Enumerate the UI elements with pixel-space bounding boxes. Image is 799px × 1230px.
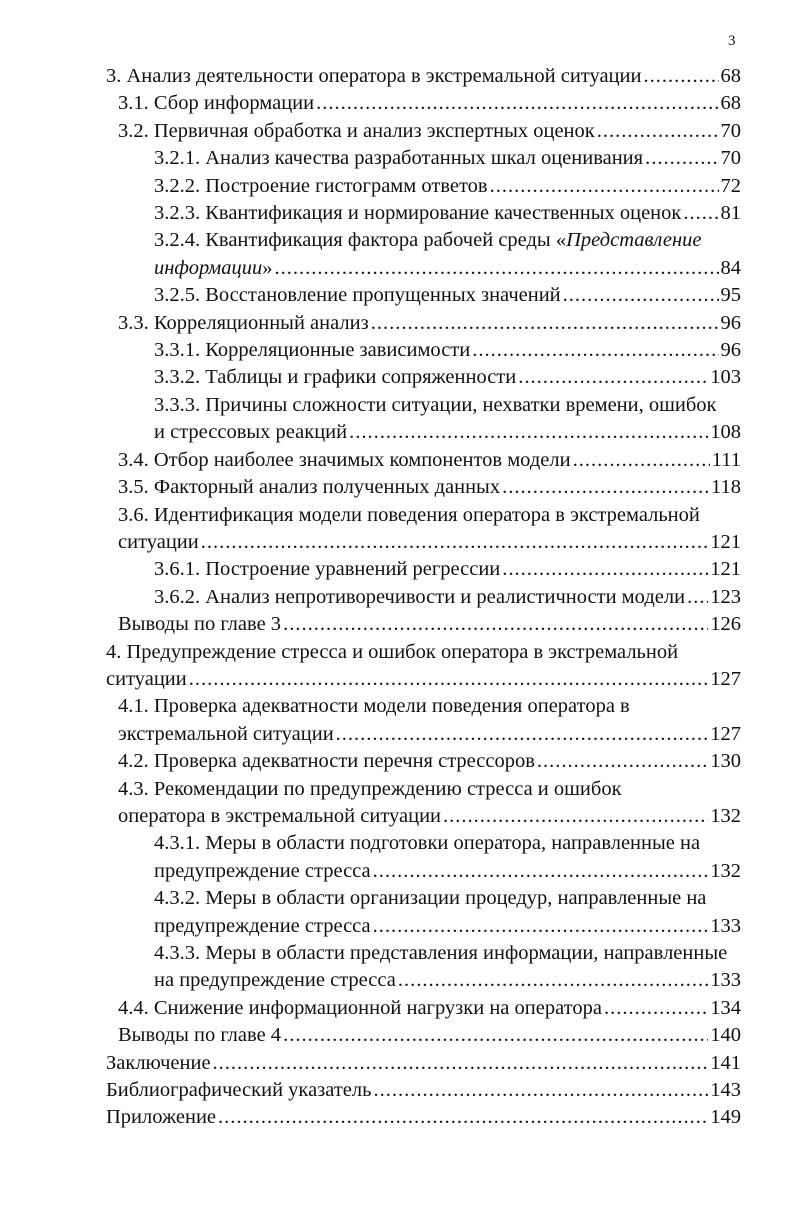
toc-entry-text: 3.1. Сбор информации <box>118 92 315 115</box>
toc-leader-dots <box>398 967 708 994</box>
toc-entry-title <box>154 419 347 446</box>
toc-page-number: 118 <box>711 476 741 499</box>
toc-leader-dots <box>283 611 708 638</box>
toc-entry-title <box>106 1077 371 1104</box>
toc-entry-text: предупреждение стресса <box>154 914 371 937</box>
toc-entry-text: 3. Анализ деятельности оператора в экстремальной ситуации <box>106 65 642 87</box>
toc-page-number: 141 <box>710 1051 741 1074</box>
toc-line <box>118 721 799 748</box>
toc-entry <box>0 1077 799 1104</box>
toc-entry-title <box>154 967 396 994</box>
toc-leader-dots <box>687 584 708 611</box>
toc-entry-title <box>118 611 281 638</box>
toc-entry-title <box>154 832 700 854</box>
toc-page-number: 96 <box>720 311 741 334</box>
toc-entry-text: ситуации <box>118 530 199 553</box>
toc-line <box>118 693 799 720</box>
toc-page-number: 68 <box>720 92 741 115</box>
toc-line <box>118 90 799 117</box>
toc-entry-title <box>154 173 488 200</box>
toc-entry-text: 3.2.2. Построение гистограмм ответов <box>154 174 488 197</box>
toc-entry <box>0 529 799 556</box>
page-number: 3 <box>728 33 736 49</box>
toc-entry <box>0 830 799 857</box>
toc-line <box>154 556 799 583</box>
toc-line <box>118 748 799 775</box>
toc-leader-dots <box>201 529 709 556</box>
toc-page-number: 132 <box>710 859 741 882</box>
toc-entry-title <box>154 229 701 251</box>
toc-entry-title <box>118 447 571 474</box>
toc-entry-text: 3.3.3. Причины сложности ситуации, нехватки времени, ошибок <box>154 393 717 416</box>
toc-entry <box>0 913 799 940</box>
toc-entry-italic-text: информации <box>154 256 263 279</box>
toc-line <box>106 1104 799 1131</box>
toc-leader-dots <box>283 1022 708 1049</box>
toc-entry <box>0 776 799 803</box>
toc-line <box>118 1022 799 1049</box>
toc-leader-dots <box>537 748 708 775</box>
toc-entry-title <box>154 556 500 583</box>
toc-entry <box>0 885 799 912</box>
toc-entry-text: и стрессовых реакций <box>154 421 348 444</box>
toc-entry-text: Выводы по главе 3 <box>118 613 282 636</box>
toc-line <box>118 611 799 638</box>
toc-entry <box>0 364 799 391</box>
toc-entry <box>0 255 799 282</box>
toc-entry-title <box>106 1104 216 1131</box>
toc-entry-text: 3.6.1. Построение уравнений регрессии <box>154 558 501 581</box>
toc-line <box>154 419 799 446</box>
toc-line <box>118 529 799 556</box>
toc-entry-text: 4.3. Рекомендации по предупреждению стресса и ошибок <box>118 777 622 800</box>
toc-entry <box>0 721 799 748</box>
toc-leader-dots <box>604 995 708 1022</box>
toc-entry <box>0 90 799 117</box>
toc-leader-dots <box>373 913 709 940</box>
toc-entry-title <box>118 748 535 775</box>
toc-page-number: 140 <box>710 1024 741 1047</box>
toc-entry <box>0 419 799 446</box>
toc-entry-title <box>154 887 706 909</box>
toc-line <box>154 913 799 940</box>
toc-page-number: 126 <box>710 613 741 636</box>
toc-entry <box>0 337 799 364</box>
toc-entry-title <box>118 995 602 1022</box>
toc-page-number: 81 <box>720 202 741 225</box>
toc-entry-title <box>154 364 516 391</box>
toc-line <box>154 830 799 857</box>
toc-page-number: 149 <box>710 1106 741 1129</box>
toc-entry-text: 4.4. Снижение информационной нагрузки на оператора <box>118 996 602 1019</box>
toc-leader-dots <box>373 858 709 885</box>
toc-entry <box>0 967 799 994</box>
toc-entry <box>0 666 799 693</box>
toc-entry-text: 4.3.3. Меры в области представления информации, направленные <box>154 942 728 964</box>
toc-leader-dots <box>189 666 709 693</box>
toc-entry-title <box>118 504 700 526</box>
toc-entry-text: 3.2.5. Восстановление пропущенных значений <box>154 284 561 307</box>
toc-entry-text: Заключение <box>106 1051 211 1074</box>
toc-leader-dots <box>443 803 708 830</box>
toc-entry-title <box>118 474 500 501</box>
toc-line <box>154 200 799 227</box>
toc-page-number: 143 <box>710 1079 741 1102</box>
toc-entry-title <box>106 666 187 693</box>
toc-entry <box>0 282 799 309</box>
toc-entry-title <box>118 803 441 830</box>
toc-entry-title <box>118 310 369 337</box>
toc-entry-text: 3.2.3. Квантификация и нормирование качественных оценок <box>154 202 682 225</box>
toc-page-number: 70 <box>720 119 741 142</box>
toc-entry-title <box>154 145 643 172</box>
toc-entry <box>0 584 799 611</box>
toc-entry-title <box>118 721 334 748</box>
toc-line <box>154 967 799 994</box>
toc-entry-text: 4.3.2. Меры в области организации процедур, направленные на <box>154 887 707 910</box>
toc-leader-dots <box>472 337 718 364</box>
toc-entry-title <box>118 90 314 117</box>
toc-leader-dots <box>213 1050 709 1077</box>
toc-entry-title <box>118 1022 281 1049</box>
toc-page-number: 70 <box>720 147 741 170</box>
toc-entry-text: предупреждение стресса <box>154 859 371 882</box>
toc-leader-dots <box>683 200 718 227</box>
toc-line <box>118 310 799 337</box>
toc-entry-title <box>154 255 273 282</box>
toc-line <box>118 502 799 529</box>
toc-entry <box>0 858 799 885</box>
toc-entry-italic-text: Представление <box>566 229 702 252</box>
toc-page-number: 95 <box>720 284 741 307</box>
toc-entry-text: 3.3. Корреляционный анализ <box>118 311 369 334</box>
toc-line <box>118 776 799 803</box>
toc-page-number: 134 <box>710 996 741 1019</box>
toc-entry-title <box>106 63 641 90</box>
toc-entry-text: 3.2. Первичная обработка и анализ экспертных оценок <box>118 119 595 142</box>
toc-leader-dots <box>336 721 709 748</box>
toc-entry-text: 3.6. Идентификация модели поведения оператора в экстремальной <box>118 503 700 526</box>
toc-page-number: 133 <box>710 969 741 992</box>
toc-page-number: 96 <box>720 339 741 362</box>
toc-line <box>106 639 799 666</box>
toc-entry-tail: » <box>262 256 273 279</box>
toc-entry-title <box>154 394 717 416</box>
toc-page-number: 121 <box>710 530 741 553</box>
toc-entry-title <box>154 858 371 885</box>
toc-line <box>154 940 799 967</box>
toc-page-number: 108 <box>710 421 741 444</box>
toc-entry <box>0 118 799 145</box>
toc-line <box>154 282 799 309</box>
toc-leader-dots <box>316 90 718 117</box>
toc-entry <box>0 392 799 419</box>
toc-line <box>118 447 799 474</box>
toc-entry <box>0 1050 799 1077</box>
table-of-contents <box>0 63 799 1132</box>
toc-entry <box>0 1022 799 1049</box>
toc-entry <box>0 200 799 227</box>
toc-line <box>106 63 799 90</box>
toc-leader-dots <box>645 145 718 172</box>
toc-entry-title <box>154 913 371 940</box>
toc-entry-text: Библиографический указатель <box>106 1079 372 1102</box>
toc-leader-dots <box>502 556 708 583</box>
toc-entry-text: Приложение <box>106 1106 217 1129</box>
toc-entry-text: 3.4. Отбор наиболее значимых компонентов модели <box>118 448 571 471</box>
toc-leader-dots <box>371 310 719 337</box>
toc-entry <box>0 173 799 200</box>
toc-line <box>154 364 799 391</box>
toc-page-number: 103 <box>710 366 741 389</box>
toc-entry <box>0 556 799 583</box>
toc-entry-title <box>154 282 561 309</box>
toc-leader-dots <box>349 419 708 446</box>
toc-entry-title <box>154 200 681 227</box>
toc-line <box>106 666 799 693</box>
toc-page-number: 127 <box>710 667 741 690</box>
toc-line <box>154 392 799 419</box>
toc-line <box>154 227 799 254</box>
toc-line <box>118 803 799 830</box>
toc-line <box>106 1050 799 1077</box>
toc-leader-dots <box>502 474 709 501</box>
toc-entry <box>0 474 799 501</box>
toc-page-number: 127 <box>710 722 741 745</box>
toc-entry <box>0 145 799 172</box>
toc-entry-text: на предупреждение стресса <box>154 969 396 992</box>
toc-line <box>154 145 799 172</box>
toc-line <box>154 885 799 912</box>
toc-entry <box>0 63 799 90</box>
toc-leader-dots <box>573 447 710 474</box>
toc-line <box>118 995 799 1022</box>
toc-entry <box>0 502 799 529</box>
toc-page-number: 84 <box>720 256 741 279</box>
toc-entry <box>0 995 799 1022</box>
toc-entry-title <box>118 118 595 145</box>
toc-line <box>154 255 799 282</box>
toc-entry-text: оператора в экстремальной ситуации <box>118 804 442 827</box>
toc-entry-title <box>154 337 470 364</box>
toc-page-number: 72 <box>720 174 741 197</box>
toc-entry <box>0 940 799 967</box>
toc-entry-text: 3.2.4. Квантификация фактора рабочей среды « <box>154 229 567 252</box>
toc-page-number: 121 <box>710 558 741 581</box>
toc-line <box>118 474 799 501</box>
toc-leader-dots <box>518 364 708 391</box>
toc-entry-text: экстремальной ситуации <box>118 722 334 745</box>
toc-entry <box>0 693 799 720</box>
toc-entry <box>0 227 799 254</box>
toc-entry-text: 3.6.2. Анализ непротиворечивости и реалистичности модели <box>154 585 686 608</box>
toc-leader-dots <box>597 118 719 145</box>
toc-page-number: 111 <box>711 448 741 471</box>
toc-page-number: 132 <box>710 804 741 827</box>
toc-line <box>154 173 799 200</box>
toc-leader-dots <box>373 1077 708 1104</box>
toc-leader-dots <box>490 173 719 200</box>
toc-entry <box>0 639 799 666</box>
toc-entry <box>0 447 799 474</box>
toc-entry <box>0 748 799 775</box>
toc-line <box>154 584 799 611</box>
toc-entry-title <box>118 695 630 717</box>
toc-entry-text: ситуации <box>106 667 187 690</box>
toc-entry <box>0 1104 799 1131</box>
toc-entry-text: 3.3.2. Таблицы и графики сопряженности <box>154 366 517 389</box>
toc-entry-title <box>106 641 678 663</box>
toc-leader-dots <box>218 1104 708 1131</box>
toc-page-number: 123 <box>710 585 741 608</box>
toc-line <box>154 337 799 364</box>
toc-entry-text: 4. Предупреждение стресса и ошибок оператора в экстремальной <box>106 640 679 663</box>
toc-page-number: 133 <box>710 914 741 937</box>
toc-entry-title <box>154 584 685 611</box>
toc-entry-text: Выводы по главе 4 <box>118 1024 282 1047</box>
toc-leader-dots <box>275 255 719 282</box>
toc-entry-text: 3.2.1. Анализ качества разработанных шкал оценивания <box>154 147 644 170</box>
toc-entry <box>0 611 799 638</box>
toc-entry-title <box>154 942 727 964</box>
toc-entry <box>0 310 799 337</box>
toc-line <box>154 858 799 885</box>
toc-page-number: 130 <box>710 750 741 773</box>
toc-page-number: 68 <box>720 65 741 87</box>
toc-entry-text: 4.1. Проверка адекватности модели поведения оператора в <box>118 695 630 718</box>
toc-entry-text: 4.2. Проверка адекватности перечня стрессоров <box>118 750 535 773</box>
toc-entry-title <box>118 529 199 556</box>
toc-leader-dots <box>563 282 719 309</box>
toc-line <box>118 118 799 145</box>
toc-leader-dots <box>643 63 718 90</box>
toc-entry-text: 4.3.1. Меры в области подготовки оператора, направленные на <box>154 832 701 855</box>
toc-entry-text: 3.3.1. Корреляционные зависимости <box>154 339 471 362</box>
toc-line <box>106 1077 799 1104</box>
toc-entry-title <box>118 778 622 800</box>
toc-entry-title <box>106 1050 211 1077</box>
toc-entry <box>0 803 799 830</box>
toc-entry-text: 3.5. Факторный анализ полученных данных <box>118 476 501 499</box>
